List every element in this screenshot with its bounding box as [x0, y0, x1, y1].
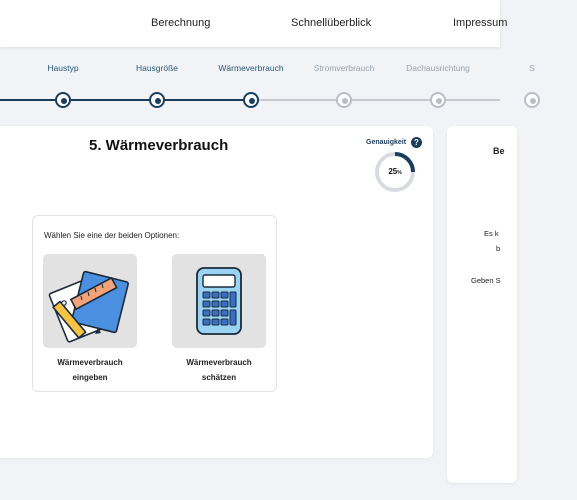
- progress-stepper: [0, 62, 535, 114]
- side-card-heading: Be: [493, 146, 505, 156]
- step-dachausrichtung[interactable]: [393, 62, 483, 74]
- stepper-line-completed: [0, 99, 250, 101]
- side-card-text-line3: Geben S: [471, 276, 501, 285]
- step-label: Stromverbrauch: [313, 63, 375, 73]
- step-dot-icon: [524, 92, 540, 108]
- option-enter-consumption-label[interactable]: Wärmeverbrauch eingeben: [57, 358, 123, 382]
- page-title: 5. Wärmeverbrauch: [89, 137, 229, 154]
- step-dot-icon: [430, 92, 446, 108]
- step-dot-icon: [243, 92, 259, 108]
- nav-link-impressum[interactable]: Impressum: [453, 17, 508, 29]
- options-hint: Wählen Sie eine der beiden Optionen:: [44, 231, 180, 240]
- option-enter-consumption-button[interactable]: [43, 254, 137, 348]
- side-card-text-line2: b: [496, 244, 501, 253]
- step-dot-icon: [336, 92, 352, 108]
- step-next[interactable]: [487, 62, 577, 74]
- step-waermeverbrauch[interactable]: [206, 62, 296, 74]
- step-label: Wärmeverbrauch: [218, 63, 284, 73]
- step-dot-icon: [55, 92, 71, 108]
- step-label: Hausgröße: [135, 63, 179, 73]
- step-dot-icon: [149, 92, 165, 108]
- option-estimate-consumption-button[interactable]: [172, 254, 266, 348]
- step-label: Dachausrichtung: [406, 63, 470, 73]
- accuracy-value: 25%: [388, 167, 402, 176]
- calculator-icon: [172, 254, 266, 348]
- nav-link-berechnung[interactable]: Berechnung: [151, 17, 211, 29]
- side-card-text-line1: Es k: [484, 229, 499, 238]
- top-navigation: [0, 0, 508, 47]
- option-estimate-consumption-label[interactable]: Wärmeverbrauch schätzen: [186, 358, 252, 382]
- accuracy-label: Genauigkeit: [366, 139, 407, 146]
- help-icon[interactable]: ?: [411, 137, 422, 148]
- step-label: S: [529, 63, 535, 73]
- step-hausgroesse[interactable]: [112, 62, 202, 74]
- step-haustyp[interactable]: [18, 62, 108, 74]
- step-label: Haustyp: [47, 63, 79, 73]
- stepper-line-remaining: [250, 99, 500, 101]
- nav-link-schnellueberblick[interactable]: Schnellüberblick: [291, 17, 372, 29]
- documents-ruler-pencil-icon: [43, 254, 137, 348]
- info-side-card: [447, 126, 517, 483]
- step-stromverbrauch[interactable]: [299, 62, 389, 74]
